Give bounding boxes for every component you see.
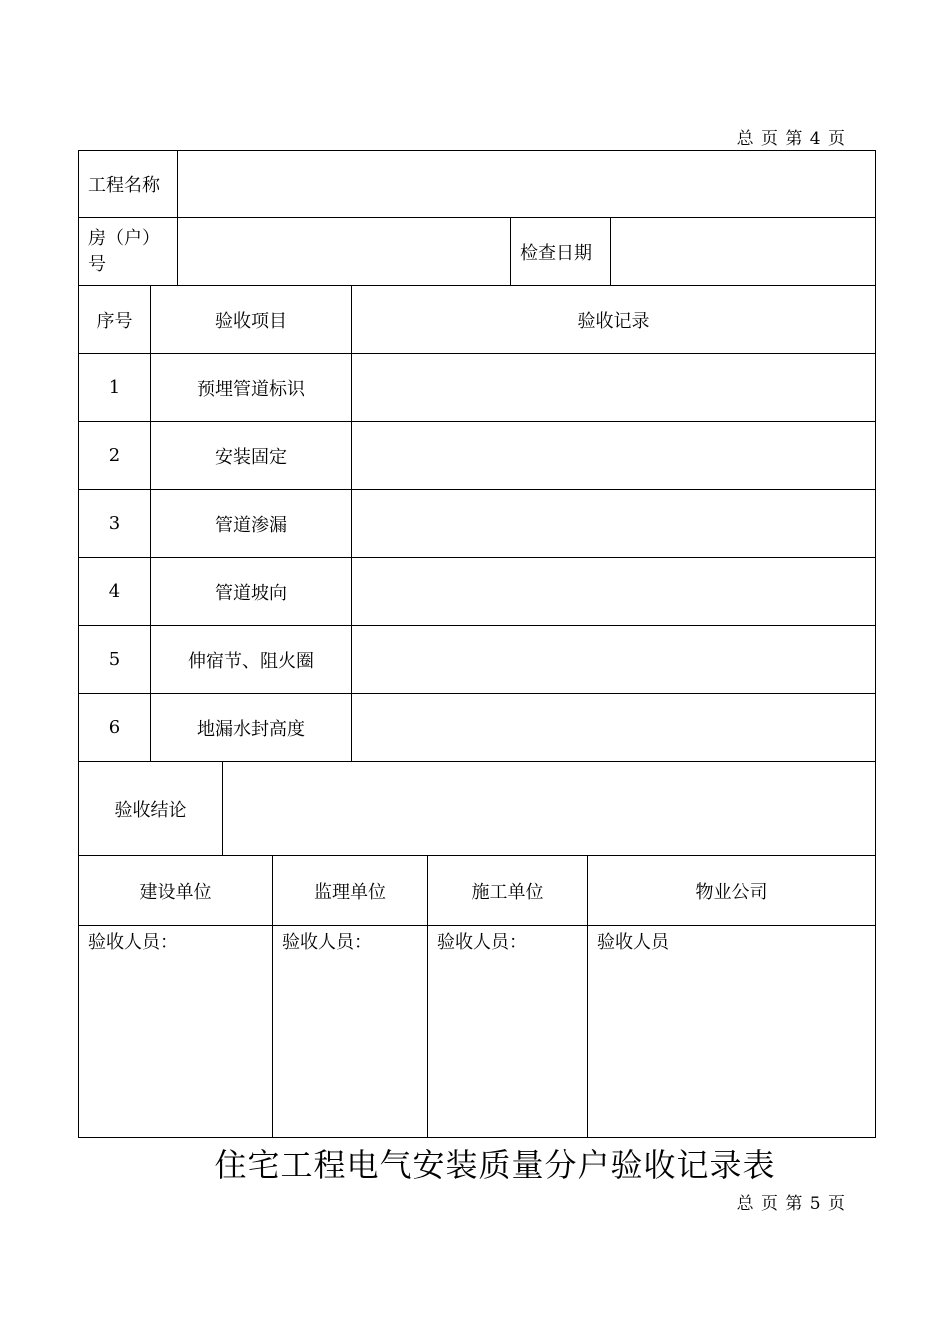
item-record-field[interactable] xyxy=(351,490,875,557)
table-row xyxy=(79,422,875,490)
room-number-field[interactable] xyxy=(177,218,510,285)
item-name: 地漏水封高度 xyxy=(150,694,351,761)
item-seq: 5 xyxy=(108,649,121,670)
unit-property: 物业公司 xyxy=(587,856,875,925)
item-seq: 2 xyxy=(108,445,121,466)
acceptance-form-table xyxy=(78,150,876,1138)
table-row xyxy=(79,490,875,558)
page-number-top: 总 页 第 4 页 xyxy=(736,129,846,149)
item-record-field[interactable] xyxy=(351,422,875,489)
header-seq: 序号 xyxy=(96,310,133,332)
table-row xyxy=(79,558,875,626)
unit-builder: 施工单位 xyxy=(427,856,587,925)
header-item: 验收项目 xyxy=(150,286,351,353)
conclusion-field[interactable] xyxy=(222,762,875,855)
item-seq: 3 xyxy=(108,513,121,534)
next-form-title: 住宅工程电气安装质量分户验收记录表 xyxy=(214,1146,776,1184)
table-row xyxy=(79,354,875,422)
item-record-field[interactable] xyxy=(351,558,875,625)
unit-supervision: 监理单位 xyxy=(272,856,427,925)
inspect-date-label: 检查日期 xyxy=(510,218,610,285)
room-number-label: 房（户）号 xyxy=(88,227,160,275)
items-header-row xyxy=(79,286,875,354)
item-name: 安装固定 xyxy=(150,422,351,489)
conclusion-label: 验收结论 xyxy=(114,799,187,821)
project-name-row xyxy=(79,151,875,218)
item-seq: 4 xyxy=(108,581,121,602)
signer-construction[interactable]: 验收人员： xyxy=(88,932,178,953)
page-number-bottom: 总 页 第 5 页 xyxy=(736,1194,846,1214)
signer-supervision[interactable]: 验收人员： xyxy=(272,926,427,1137)
unit-construction: 建设单位 xyxy=(139,881,212,903)
item-name: 预埋管道标识 xyxy=(150,354,351,421)
item-seq: 6 xyxy=(108,717,121,738)
project-name-field[interactable] xyxy=(177,151,875,217)
room-date-row xyxy=(79,218,875,286)
table-row xyxy=(79,626,875,694)
conclusion-row xyxy=(79,762,875,856)
item-name: 伸宿节、阻火圈 xyxy=(150,626,351,693)
units-row xyxy=(79,856,875,926)
item-seq: 1 xyxy=(108,377,121,398)
table-row xyxy=(79,694,875,762)
item-name: 管道坡向 xyxy=(150,558,351,625)
item-record-field[interactable] xyxy=(351,354,875,421)
signer-builder[interactable]: 验收人员： xyxy=(427,926,587,1137)
item-record-field[interactable] xyxy=(351,694,875,761)
signers-row xyxy=(79,926,875,1137)
signer-property[interactable]: 验收人员 xyxy=(587,926,875,1137)
item-name: 管道渗漏 xyxy=(150,490,351,557)
item-record-field[interactable] xyxy=(351,626,875,693)
inspect-date-field[interactable] xyxy=(610,218,875,285)
header-record: 验收记录 xyxy=(351,286,875,353)
project-name-label: 工程名称 xyxy=(88,175,160,196)
